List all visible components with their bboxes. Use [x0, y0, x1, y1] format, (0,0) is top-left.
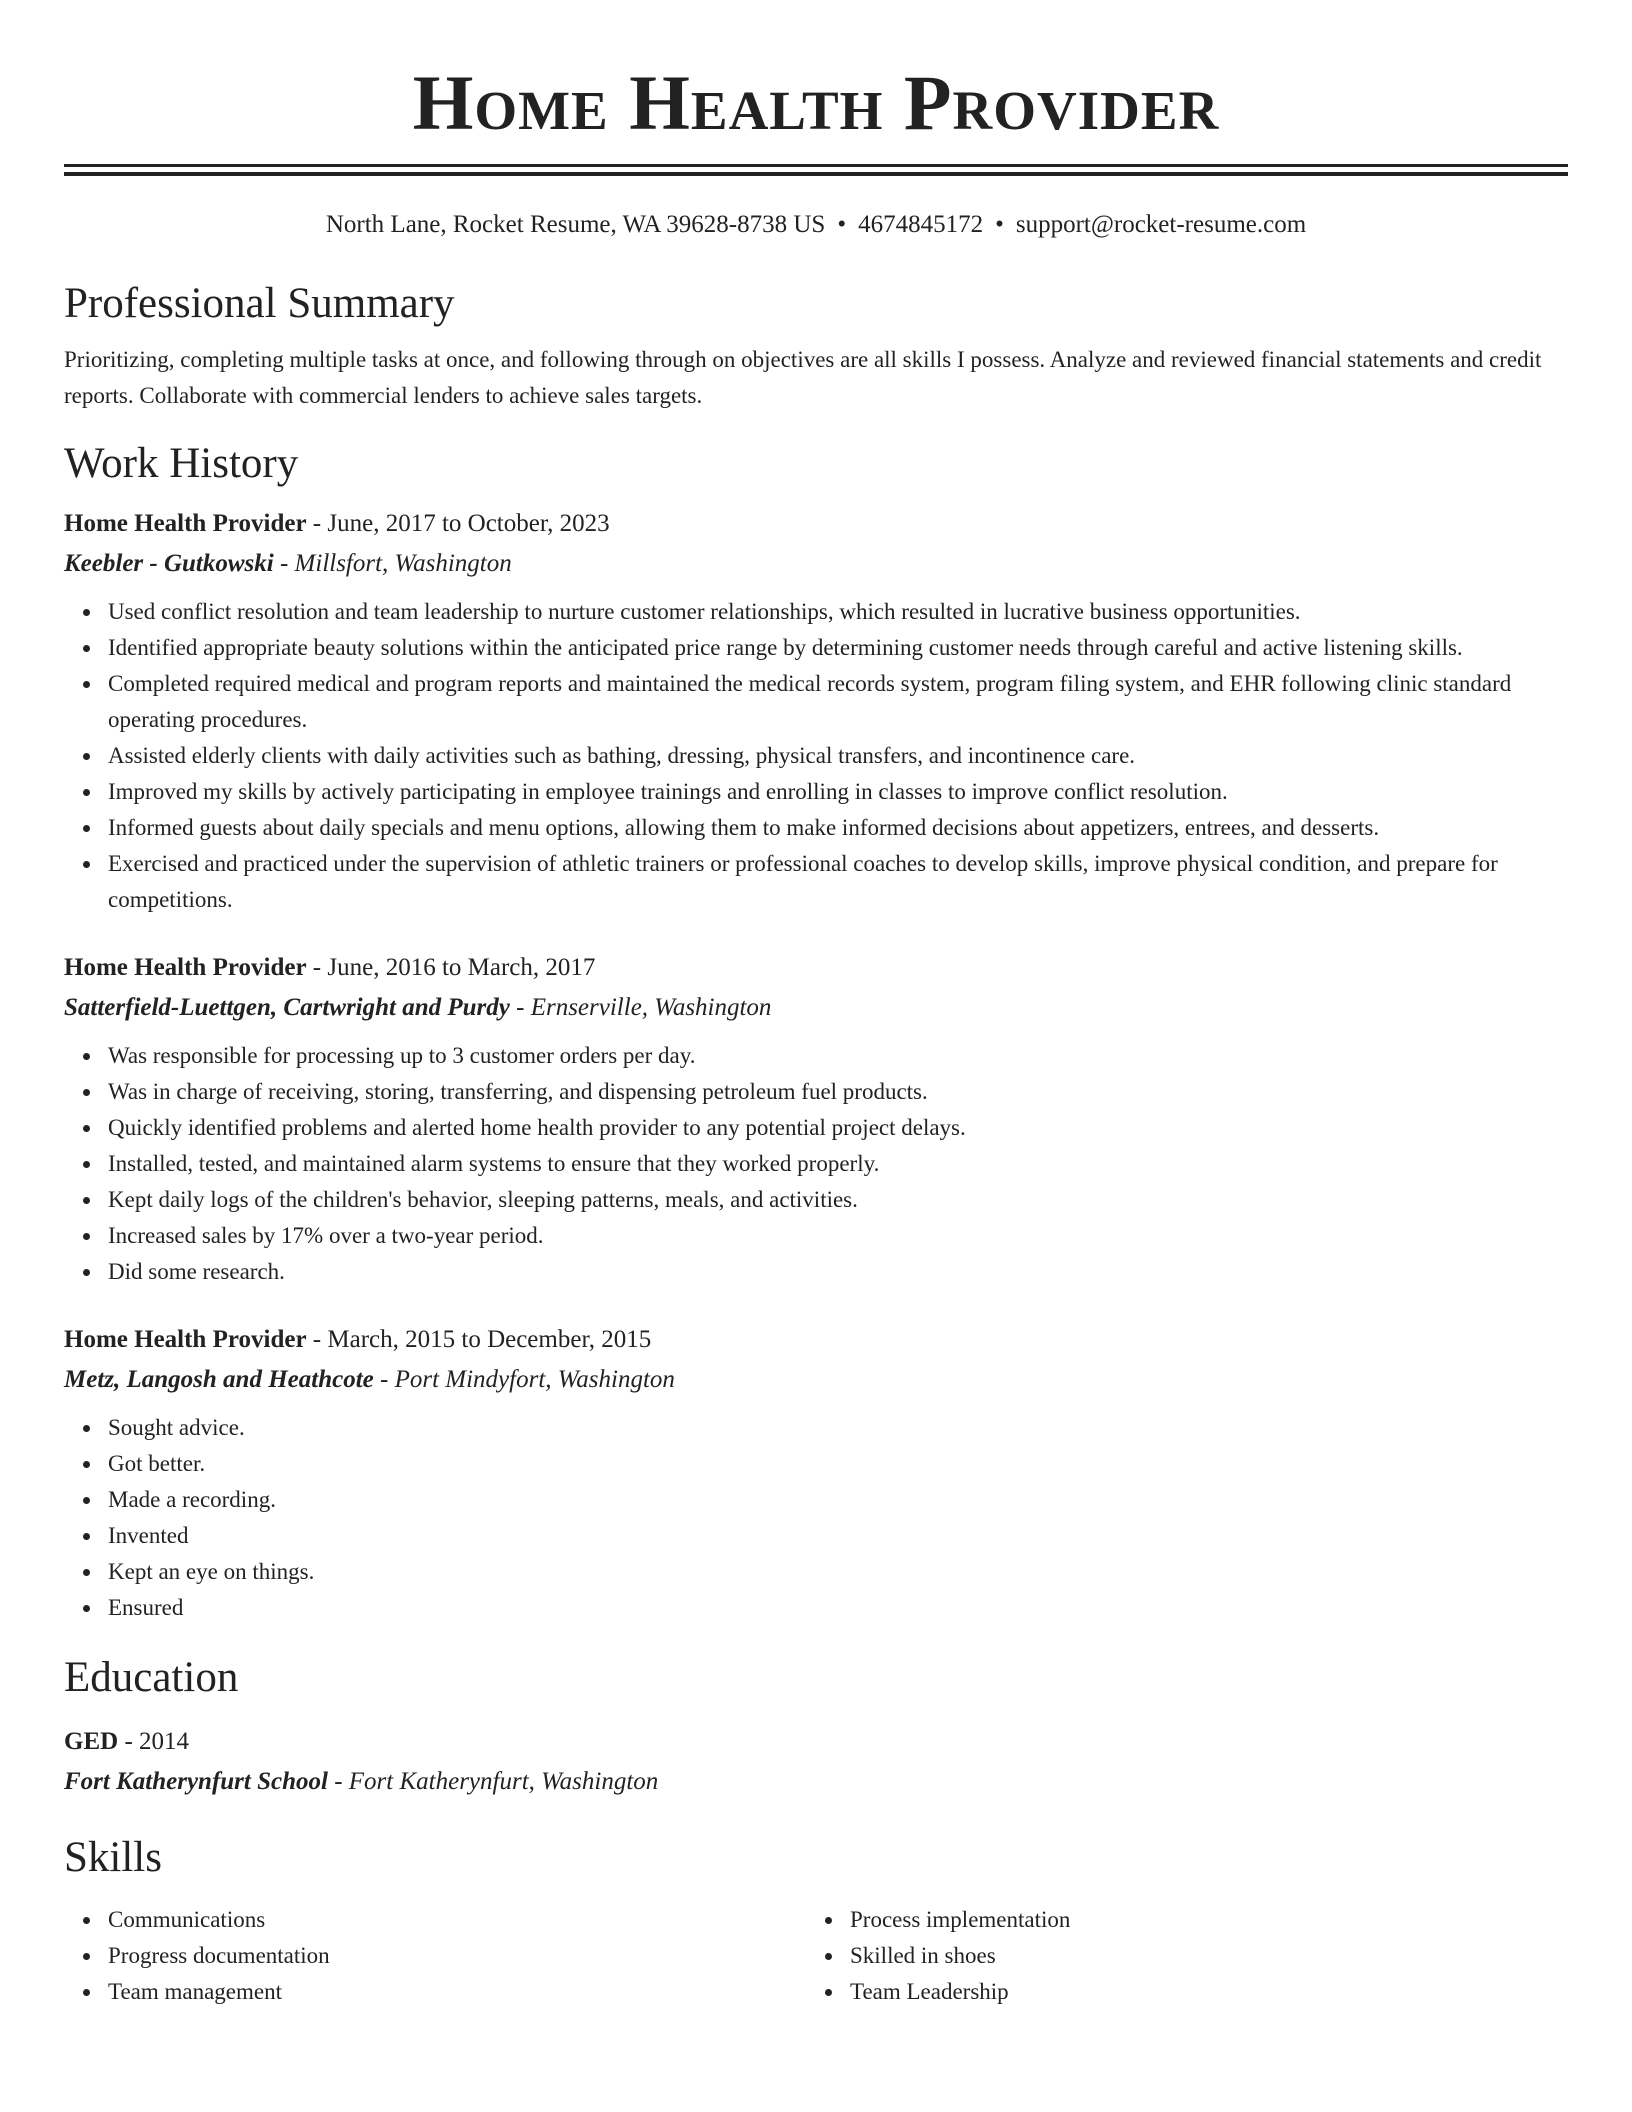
job-dates: - March, 2015 to December, 2015 [306, 1326, 652, 1353]
skill-item: Skilled in shoes [850, 1938, 1548, 1974]
job-role: Home Health Provider [64, 1326, 307, 1353]
list-item: Made a recording. [108, 1482, 1568, 1518]
job-entry [64, 948, 1568, 1290]
education-degree-line [64, 1722, 1568, 1762]
job-dates: - June, 2017 to October, 2023 [306, 510, 610, 537]
job-company: Metz, Langosh and Heathcote [64, 1366, 374, 1393]
job-title-line [64, 504, 1568, 544]
job-company-line [64, 1360, 1568, 1400]
list-item: Kept an eye on things. [108, 1554, 1568, 1590]
list-item: Was responsible for processing up to 3 customer orders per day. [108, 1038, 1568, 1074]
education-school-line [64, 1762, 1568, 1802]
education-degree: GED [64, 1728, 119, 1755]
list-item: Got better. [108, 1446, 1568, 1482]
list-item: Sought advice. [108, 1410, 1568, 1446]
education-location: - Fort Katherynfurt, Washington [327, 1768, 659, 1795]
list-item: Quickly identified problems and alerted home health provider to any potential project delays. [108, 1110, 1568, 1146]
job-title-line [64, 948, 1568, 988]
skills-column-right [806, 1902, 1548, 2010]
header-rule-thin [64, 172, 1568, 176]
section-title-summary: Professional Summary [64, 280, 455, 327]
list-item: Improved my skills by actively participating in employee trainings and enrolling in classes to improve conflict resolution. [108, 774, 1568, 810]
list-item: Installed, tested, and maintained alarm systems to ensure that they worked properly. [108, 1146, 1568, 1182]
job-dates: - June, 2016 to March, 2017 [306, 954, 596, 981]
job-role: Home Health Provider [64, 510, 307, 537]
list-item: Exercised and practiced under the supervision of athletic trainers or professional coaches to develop skills, improve physical condition, and prepare for competitions. [108, 846, 1568, 918]
job-location: - Ernserville, Washington [509, 994, 772, 1021]
list-item: Invented [108, 1518, 1568, 1554]
list-item: Identified appropriate beauty solutions within the anticipated price range by determining customer needs through careful and active listening skills. [108, 630, 1568, 666]
skill-item: Team management [108, 1974, 806, 2010]
education-school: Fort Katherynfurt School [64, 1768, 328, 1795]
job-bullets [64, 1410, 1568, 1626]
list-item: Assisted elderly clients with daily activities such as bathing, dressing, physical transfers, and incontinence care. [108, 738, 1568, 774]
contact-line [64, 210, 1568, 240]
contact-phone: 4674845172 [858, 211, 984, 238]
job-entry [64, 1320, 1568, 1626]
job-role: Home Health Provider [64, 954, 307, 981]
job-company-line [64, 988, 1568, 1028]
skill-item: Process implementation [850, 1902, 1548, 1938]
contact-address: North Lane, Rocket Resume, WA 39628-8738 US [325, 211, 826, 238]
skill-item: Communications [108, 1902, 806, 1938]
list-item: Increased sales by 17% over a two-year period. [108, 1218, 1568, 1254]
contact-separator: • [837, 211, 847, 238]
skills-grid [64, 1902, 1568, 2010]
list-item: Kept daily logs of the children's behavior, sleeping patterns, meals, and activities. [108, 1182, 1568, 1218]
job-company-line [64, 544, 1568, 584]
list-item: Informed guests about daily specials and menu options, allowing them to make informed decisions about appetizers, entrees, and desserts. [108, 810, 1568, 846]
summary-text: Prioritizing, completing multiple tasks at once, and following through on objectives are all skills I possess. Analyze and reviewed financial statements and credit reports. Collaborate with commercial lenders to achieve sales targets. [64, 347, 1542, 408]
contact-email: support@rocket-resume.com [1015, 211, 1307, 238]
job-bullets [64, 594, 1568, 918]
list-item: Did some research. [108, 1254, 1568, 1290]
list-item: Completed required medical and program reports and maintained the medical records system, program filing system, and EHR following clinic standard operating procedures. [108, 666, 1568, 738]
list-item: Ensured [108, 1590, 1568, 1626]
job-bullets [64, 1038, 1568, 1290]
job-company: Keebler - Gutkowski [64, 550, 274, 577]
list-item: Used conflict resolution and team leadership to nurture customer relationships, which resulted in lucrative business opportunities. [108, 594, 1568, 630]
job-location: - Millsfort, Washington [273, 550, 512, 577]
candidate-name: Home Health Provider [412, 59, 1220, 146]
contact-separator: • [995, 211, 1004, 238]
section-title-education: Education [64, 1654, 239, 1701]
section-title-skills: Skills [64, 1834, 162, 1881]
job-company: Satterfield-Luettgen, Cartwright and Purdy [64, 994, 510, 1021]
education-year: - 2014 [118, 1728, 190, 1755]
skill-item: Team Leadership [850, 1974, 1548, 2010]
list-item: Was in charge of receiving, storing, transferring, and dispensing petroleum fuel products. [108, 1074, 1568, 1110]
section-title-work-history: Work History [64, 440, 299, 487]
job-title-line [64, 1320, 1568, 1360]
skills-column-left [64, 1902, 806, 2010]
job-location: - Port Mindyfort, Washington [373, 1366, 675, 1393]
skill-item: Progress documentation [108, 1938, 806, 1974]
job-entry [64, 504, 1568, 918]
